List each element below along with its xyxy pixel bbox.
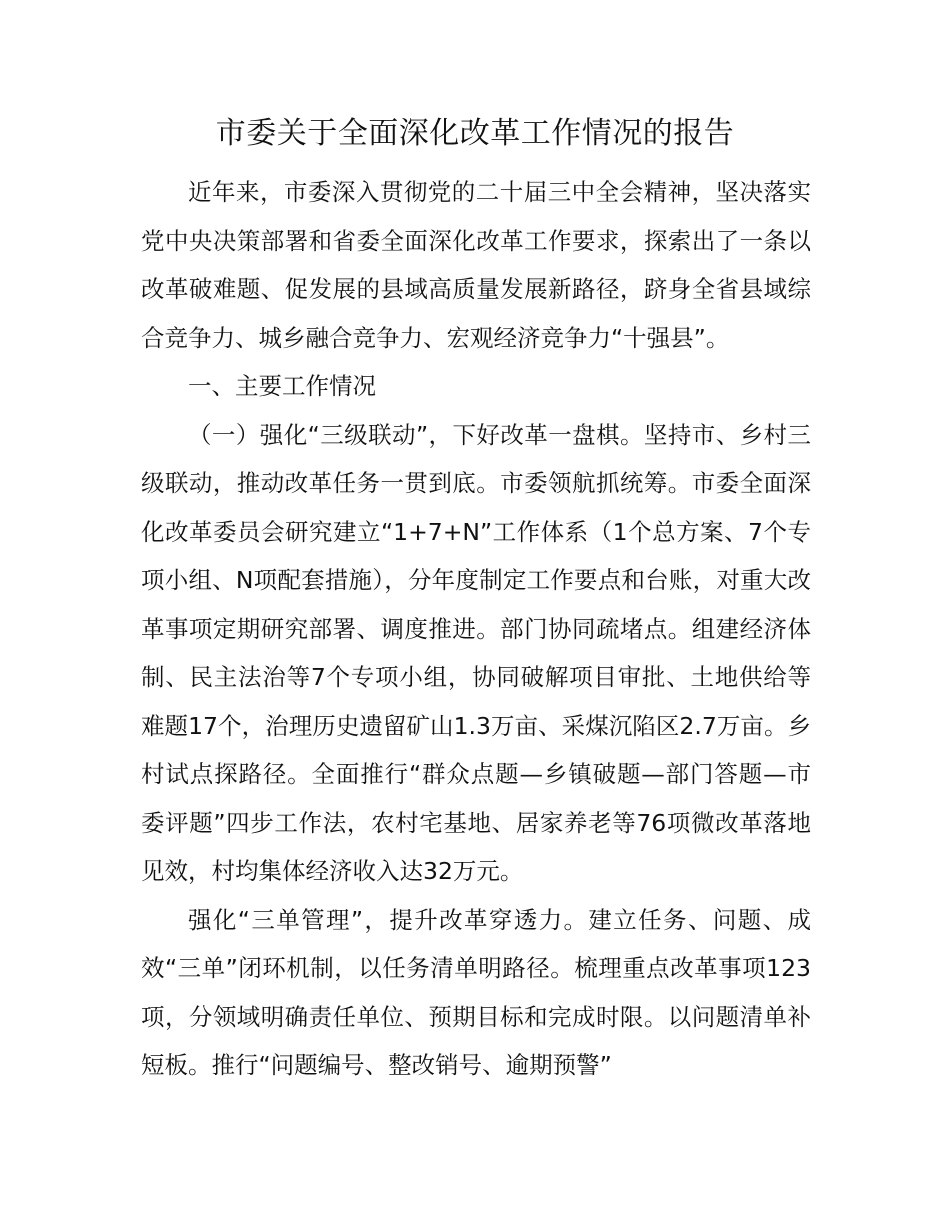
paragraph-three-list-management: 强化“三单管理”，提升改革穿透力。建立任务、问题、成效“三单”闭环机制，以任务清单明路径。梳理重点改革事项123项，分领域明确责任单位、预期目标和完成时限。以问题清单补短板。推行“问题编号、整改销号、逾期预警” bbox=[141, 905, 811, 1079]
document-title: 市委关于全面深化改革工作情况的报告 bbox=[215, 116, 735, 151]
document-body bbox=[141, 168, 811, 1090]
paragraph-three-level-linkage: （一）强化“三级联动”，下好改革一盘棋。坚持市、乡村三级联动，推动改革任务一贯到底。市委领航抓统筹。市委全面深化改革委员会研究建立“1+7+N”工作体系（1个总方案、7个专项小组、N项配套措施），分年度制定工作要点和台账，对重大改革事项定期研究部署、调度推进。部门协同疏堵点。组建经济体制、民主法治等7个专项小组，协同破解项目审批、土地供给等难题17个，治理历史遗留矿山1.3万亩、采煤沉陷区2.7万亩。乡村试点探路径。全面推行“群众点题—乡镇破题—部门答题—市委评题”四步工作法，农村宅基地、居家养老等76项微改革落地见效，村均集体经济收入达32万元。 bbox=[141, 420, 811, 885]
section-heading-1: 一、主要工作情况 bbox=[188, 372, 376, 400]
paragraph-intro: 近年来，市委深入贯彻党的二十届三中全会精神，坚决落实党中央决策部署和省委全面深化改革工作要求，探索出了一条以改革破难题、促发展的县域高质量发展新路径，跻身全省县域综合竞争力、城乡融合竞争力、宏观经济竞争力“十强县”。 bbox=[141, 178, 811, 352]
